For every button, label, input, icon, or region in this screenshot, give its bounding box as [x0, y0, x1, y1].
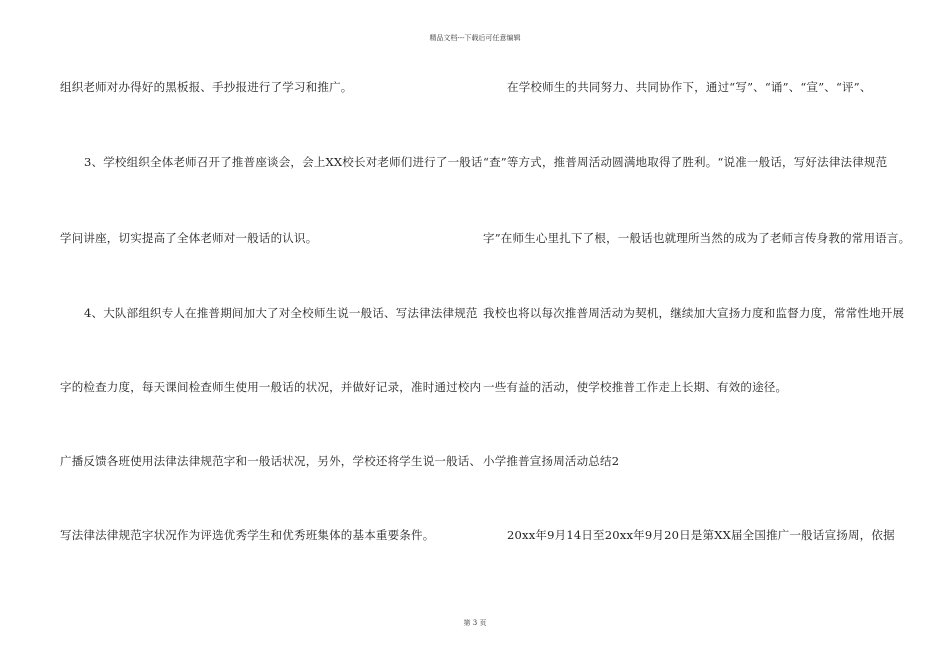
left-line-5: 字的检查力度，每天课间检查师生使用一般话的状况，并做好记录，准时通过校内	[60, 380, 482, 394]
left-line-2: 3、学校组织全体老师召开了推普座谈会，会上XX校长对老师们进行了一般话	[84, 155, 483, 169]
right-line-5: 一些有益的活动，使学校推普工作走上长期、有效的途径。	[483, 380, 788, 394]
right-line-2: “查”等方式，推普周活动圆满地取得了胜利。“说准一般话，写好法律法律规范	[483, 155, 888, 169]
page-header: 精品文档---下载后可任意编辑	[429, 34, 521, 42]
left-line-7: 写法律法律规范字状况作为评选优秀学生和优秀班集体的基本重要条件。	[60, 528, 435, 542]
left-line-6: 广播反馈各班使用法律法律规范字和一般话状况，另外，学校还将学生说一般话、	[60, 454, 482, 468]
right-line-7: 20xx年9月14日至20xx年9月20日是第XX届全国推广一般话宣扬周，依据	[507, 528, 895, 542]
left-line-4: 4、大队部组织专人在推普期间加大了对全校师生说一般话、写法律法律规范	[84, 306, 478, 320]
right-line-3: 字”在师生心里扎下了根，一般话也就理所当然的成为了老师言传身教的常用语言。	[483, 231, 911, 245]
section-heading: 小学推普宣扬周活动总结2	[483, 454, 620, 468]
page-number: 第 3 页	[463, 619, 487, 627]
right-line-4: 我校也将以每次推普周活动为契机，继续加大宣扬力度和监督力度，常常性地开展	[483, 306, 905, 320]
left-line-3: 学问讲座，切实提高了全体老师对一般话的认识。	[60, 231, 318, 245]
left-line-1: 组织老师对办得好的黑板报、手抄报进行了学习和推广。	[60, 80, 353, 94]
right-line-1: 在学校师生的共同努力、共同协作下，通过“写”、“诵”、“宣”、“评”、	[507, 80, 872, 94]
